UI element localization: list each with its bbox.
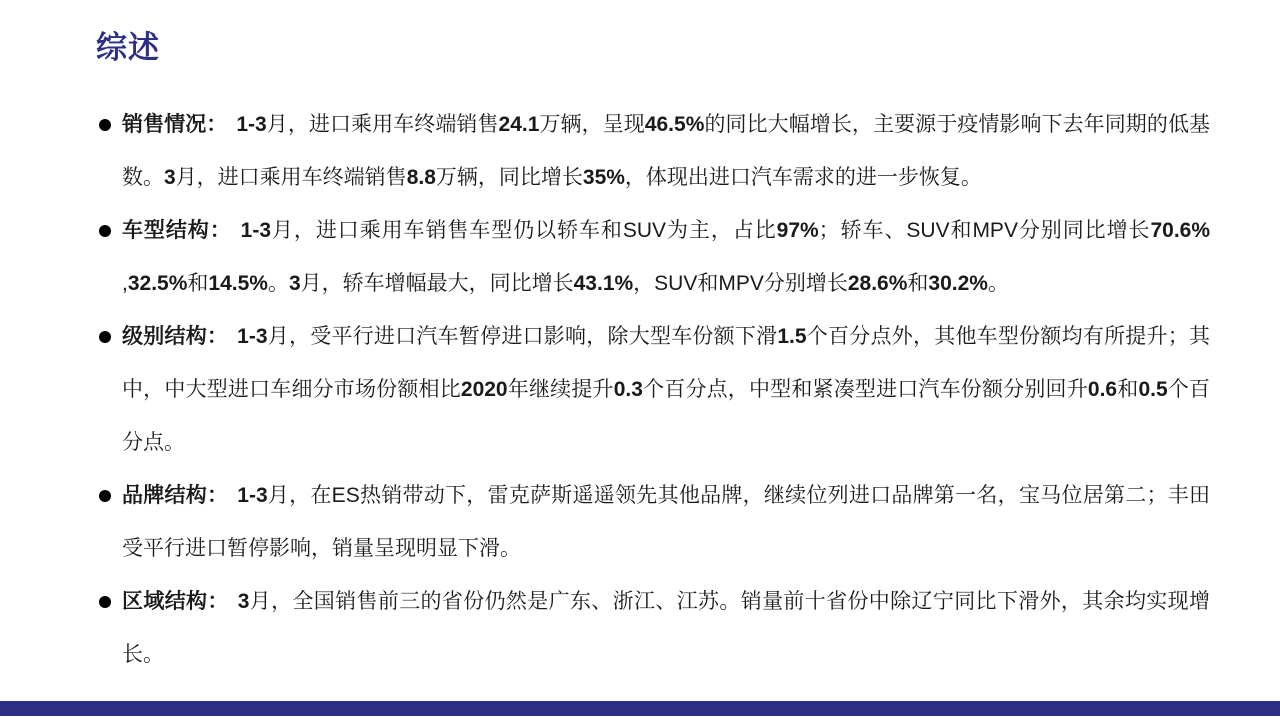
bullet-label: 区域结构：: [122, 590, 229, 613]
bullet-text: 1-3月，在ES热销带动下，雷克萨斯遥遥领先其他品牌，继续位列进口品牌第一名，宝马位居第二；丰田受平行进口暂停影响，销量呈现明显下滑。: [122, 484, 1211, 560]
footer-bar: [0, 701, 1280, 716]
bullet-label: 车型结构：: [122, 219, 232, 242]
page-title: 综述: [96, 30, 160, 65]
bullet-item: [96, 310, 1210, 469]
bullet-text: 1-3月，进口乘用车终端销售24.1万辆，呈现46.5%的同比大幅增长，主要源于疫情影响下去年同期的低基数。3月，进口乘用车终端销售8.8万辆，同比增长35%，体现出进口汽车需求的进一步恢复。: [122, 113, 1211, 189]
bullet-dot-icon: [99, 225, 111, 237]
bullet-label: 销售情况：: [122, 113, 228, 136]
bullet-text: 3月，全国销售前三的省份仍然是广东、浙江、江苏。销量前十省份中除辽宁同比下滑外，其余均实现增长。: [122, 590, 1210, 666]
bullet-item: [96, 469, 1210, 575]
bullet-dot-icon: [99, 490, 111, 502]
bullet-label: 级别结构：: [122, 325, 229, 348]
bullet-dot-icon: [99, 331, 111, 343]
bullet-item: [96, 98, 1210, 204]
bullet-list: [0, 98, 1280, 681]
bullet-text: 1-3月，进口乘用车销售车型仍以轿车和SUV为主，占比97%；轿车、SUV和MPV分别同比增长70.6% ,32.5%和14.5%。3月，轿车增幅最大，同比增长43.1%，SUV和MPV分别增长28.6%和30.2%。: [122, 219, 1211, 295]
bullet-dot-icon: [99, 119, 111, 131]
bullet-dot-icon: [99, 596, 111, 608]
bullet-label: 品牌结构：: [122, 484, 229, 507]
bullet-item: [96, 204, 1210, 310]
bullet-text: 1-3月，受平行进口汽车暂停进口影响，除大型车份额下滑1.5个百分点外，其他车型份额均有所提升；其中，中大型进口车细分市场份额相比2020年继续提升0.3个百分点，中型和紧凑型进口汽车份额分别回升0.6和0.5个百分点。: [122, 325, 1211, 454]
bullet-item: [96, 575, 1210, 681]
